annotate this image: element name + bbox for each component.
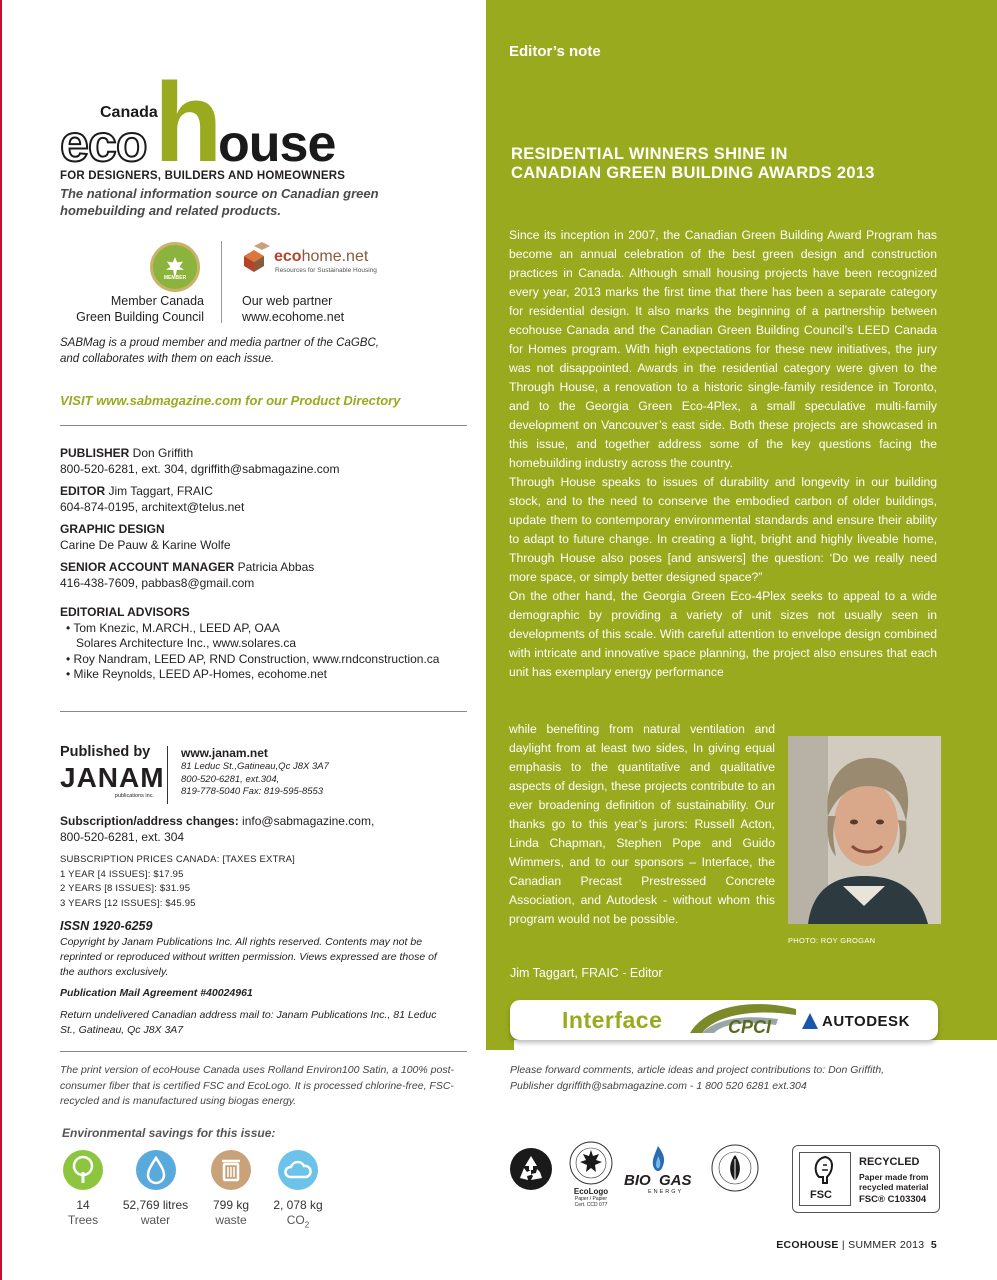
advisors-cap: EDITORIAL ADVISORS xyxy=(60,605,190,619)
janam-wordmark: JANAM xyxy=(60,762,165,793)
fsc-tree-icon xyxy=(807,1155,843,1185)
maple-leaf-icon xyxy=(166,257,184,275)
cpci-logo xyxy=(688,1003,798,1037)
sam-contact: 416-438-7609, pabbas8@gmail.com xyxy=(60,575,255,590)
article-body-wrap xyxy=(509,720,775,929)
product-directory-link[interactable]: VISIT www.sabmagazine.com for our Product Directory xyxy=(60,393,401,408)
price-row: 3 YEARS [12 ISSUES]: $45.95 xyxy=(60,897,196,909)
web-partner-label xyxy=(242,293,344,325)
paragraph: On the other hand, the Georgia Green Eco-4Plex seeks to appeal to a wide demographic by providing a variety of unit sizes not usually seen in developments of this scale. With careful attention to envelope design combined with intricate and innovative space planning, the project also ensures that each unit has exemplary energy performance xyxy=(509,589,937,679)
autodesk-logo xyxy=(802,1013,910,1030)
publisher-cap: PUBLISHER xyxy=(60,446,130,460)
ecologo-sub: Paper / Papier xyxy=(575,1196,607,1202)
subscription-email: info@sabmagazine.com, xyxy=(238,814,375,828)
section-title: Editor’s note xyxy=(509,43,601,60)
photo-credit: PHOTO: ROY GROGAN xyxy=(788,936,876,945)
forward-comments-note: Please forward comments, article ideas and project contributions to: Don Griffith, Publisher dgriffith@sabmagazine.com - 1 800 520 6281 ext.304 xyxy=(510,1064,885,1092)
return-address: Return undelivered Canadian address mail to: Janam Publications Inc., 81 Leduc St., Gatineau, Qc J8X 3A7 xyxy=(60,1009,437,1036)
editorial-advisors xyxy=(60,605,470,683)
publisher-divider xyxy=(167,746,168,804)
ecologo-certification xyxy=(566,1140,616,1208)
design-names: Carine De Pauw & Karine Wolfe xyxy=(60,537,231,552)
trash-can-icon xyxy=(211,1150,251,1190)
editor-contact: 604-874-0195, architext@telus.net xyxy=(60,499,245,514)
folio-issue: SUMMER 2013 xyxy=(848,1239,925,1251)
partner-url-link[interactable]: www.ecohome.net xyxy=(242,310,345,324)
prices-cap: SUBSCRIPTION PRICES CANADA: xyxy=(60,854,220,865)
env-label-co: CO xyxy=(286,1213,305,1227)
subscription-prices xyxy=(60,853,295,911)
ecologo-icon xyxy=(568,1140,614,1186)
biogas-sub: ENERGY xyxy=(648,1189,684,1195)
env-value: 799 kg xyxy=(212,1198,250,1212)
address-line: 81 Leduc St.,Gatineau,Qc J8X 3A7 xyxy=(181,761,329,772)
recycle-logo-icon xyxy=(510,1148,552,1190)
copyright-note: Copyright by Janam Publications Inc. All rights reserved. Contents may not be reprinted or reproduced without written permission. Views expressed are those of the authors exclusively. xyxy=(60,936,437,978)
subscription-cap: Subscription/address changes: xyxy=(60,814,239,828)
print-paper-note: The print version of ecoHouse Canada uses Rolland Environ100 Satin, a 100% post-consumer fiber that is certified FSC and EcoLogo. It is processed chlorine-free, FSC-recycled and is manufactured using biogas energy. xyxy=(60,1064,454,1107)
made-line: Paper made from xyxy=(859,1172,929,1182)
design-cap: GRAPHIC DESIGN xyxy=(60,522,165,536)
published-by: Published by xyxy=(60,744,151,760)
logo-canada: Canada xyxy=(100,104,158,121)
masthead-credits xyxy=(60,446,470,690)
env-savings-co2 xyxy=(258,1150,338,1229)
ecologo-text: EcoLogo xyxy=(573,1187,609,1196)
tagline-italic: The national information source on Canadian green homebuilding and related products. xyxy=(60,186,379,218)
paragraph: Through House speaks to issues of durability and longevity in our building stock, and to the need to conserve the embodied carbon of older buildings, update them to contemporary environmental standards and ensure their ability to adapt to future change. In creating a light, bright and highly liveable home, Through House also poses [and answers] the question: ‘Do we really need more space, or simply better designed space?” xyxy=(509,475,937,584)
chlorine-free-seal-icon xyxy=(710,1143,760,1193)
biogas-logo xyxy=(624,1146,704,1196)
autodesk-text: AUTODESK xyxy=(822,1013,910,1030)
price-row: 2 YEARS [8 ISSUES]: $31.95 xyxy=(60,883,191,894)
editor-portrait-photo xyxy=(788,736,941,924)
env-label: waste xyxy=(215,1213,247,1227)
fsc-code: FSC® C103304 xyxy=(859,1194,927,1205)
publisher-address xyxy=(181,746,329,799)
headline-line1: RESIDENTIAL WINNERS SHINE IN xyxy=(511,145,788,163)
subscription-changes xyxy=(60,814,460,845)
advisors-list xyxy=(60,621,470,683)
seal-member-text: MEMBER xyxy=(163,275,187,281)
logo-letter-h: h xyxy=(154,60,223,185)
address-line: 800-520-6281, ext.304, xyxy=(181,773,280,785)
sam-cap: SENIOR ACCOUNT MANAGER xyxy=(60,560,235,574)
tree-icon xyxy=(63,1150,103,1190)
cagbc-member-seal-icon xyxy=(150,242,200,292)
page-folio xyxy=(776,1239,937,1251)
editor-credit xyxy=(60,484,470,515)
fsc-recycled-certification xyxy=(792,1145,940,1213)
fsc-text: FSC xyxy=(810,1189,832,1201)
logo-ouse: ouse xyxy=(218,115,336,173)
ecohome-name-rest: home.net xyxy=(301,248,369,265)
account-manager-credit xyxy=(60,560,470,591)
environmental-savings-heading: Environmental savings for this issue: xyxy=(62,1126,276,1140)
design-credit xyxy=(60,522,470,553)
publisher-name: Don Griffith xyxy=(129,446,194,460)
made-line: recycled material xyxy=(859,1182,929,1192)
water-drop-icon xyxy=(136,1150,176,1190)
folio-separator: | xyxy=(838,1239,849,1251)
cpci-text: CPCI xyxy=(728,1017,772,1037)
folio-page-number: 5 xyxy=(930,1239,937,1251)
flame-icon xyxy=(648,1146,668,1174)
biogas-text-gas: GAS xyxy=(659,1172,692,1189)
page-edge-line xyxy=(0,0,2,1280)
price-row: 1 YEAR [4 ISSUES]: $17.95 xyxy=(60,868,184,880)
divider-rule xyxy=(60,711,467,712)
prices-note: [TAXES EXTRA] xyxy=(219,854,296,865)
paragraph: while benefiting from natural ventilation and daylight from at least two sides, In giving equal emphasis to the quantitative and qualitative aspects of design, these projects contribute to an ever broadening definition of sustainability. Our thanks go to this year’s jurors: Russell Acton, Linda Chapman, Stephen Pope and Guido Wimmers, and to our sponsors – Interface, the Canadian Precast Prestressed Concrete Association, and Autodesk - without whom this program would not be possible. xyxy=(509,722,775,926)
subscription-phone: 800-520-6281, ext. 304 xyxy=(60,829,185,844)
editor-cap: EDITOR xyxy=(60,484,106,498)
sponsor-banner xyxy=(510,1000,938,1040)
env-label-sub: 2 xyxy=(304,1220,310,1230)
partner-divider xyxy=(221,241,222,323)
logo-eco: eco xyxy=(60,115,147,173)
ecohome-name-eco: eco xyxy=(274,248,302,265)
editor-signoff: Jim Taggart, FRAIC - Editor xyxy=(510,966,663,980)
janam-site-link[interactable]: www.janam.net xyxy=(181,746,268,760)
cagbc-label-line1: Member Canada xyxy=(110,294,204,308)
recycled-made-from xyxy=(859,1172,928,1192)
divider-rule xyxy=(60,425,467,426)
list-item: Solares Architecture Inc., www.solares.ca xyxy=(66,636,297,650)
list-item: • Mike Reynolds, LEED AP-Homes, ecohome.net xyxy=(66,667,327,681)
sabmag-member-note: SABMag is a proud member and media partner of the CaGBC, and collaborates with them on each issue. xyxy=(60,337,379,365)
env-value: 2, 078 kg xyxy=(273,1198,323,1212)
ecohome-name xyxy=(274,248,368,266)
env-savings-water xyxy=(108,1150,203,1227)
env-value: 14 xyxy=(76,1198,90,1212)
janam-sub: publications inc. xyxy=(114,793,154,799)
ecohome-logo xyxy=(240,242,380,282)
cagbc-member-label xyxy=(60,293,204,325)
env-value: 52,769 litres xyxy=(122,1198,189,1212)
interface-logo: Interface xyxy=(562,1007,663,1033)
publisher-contact: 800-520-6281, ext. 304, dgriffith@sabmagazine.com xyxy=(60,461,340,476)
issn: ISSN 1920-6259 xyxy=(60,919,153,933)
cagbc-label-line2: Green Building Council xyxy=(76,310,204,324)
ecologo-sub: Cert. CCD 077 xyxy=(574,1202,608,1208)
editor-name: Jim Taggart, FRAIC xyxy=(105,484,213,498)
env-label: Trees xyxy=(67,1213,99,1227)
biogas-text-bio: BIO xyxy=(624,1172,651,1189)
publication-mail-agreement: Publication Mail Agreement #40024961 xyxy=(60,987,253,999)
article-headline xyxy=(511,145,951,183)
paragraph: Since its inception in 2007, the Canadian Green Building Award Program has become an annual celebration of the best green design and construction practices in Canada. Although small housing projects have been recognized every year, 2013 marks the first time that there has been a separate category for residential design. It also marks the beginning of a partnership between ecohouse Canada and the Canadian Green Building Council’s LEED Canada for Homes program. With high expectations for these new initiatives, the jury was not disappointed. Awards in the residential category were given to the Through House, a renovation to a historic single-family residence in Toronto, and to the Georgia Green Eco-4Plex, a small speculative multi-family development on Vancouver’s east side. Both these projects are showcased in this issue, and together address some of the key questions facing the homebuilding industry across the country. xyxy=(509,228,937,470)
env-label: water xyxy=(140,1213,171,1227)
autodesk-triangle-icon xyxy=(802,1013,818,1029)
list-item: • Roy Nandram, LEED AP, RND Construction, www.rndconstruction.ca xyxy=(66,651,440,666)
publisher-credit xyxy=(60,446,470,477)
ecohome-cubes-icon xyxy=(240,242,272,274)
tagline-caps: FOR DESIGNERS, BUILDERS AND HOMEOWNERS xyxy=(60,170,346,182)
ecohome-subtitle: Resources for Sustainable Housing xyxy=(275,267,377,274)
fsc-logo-frame xyxy=(799,1152,851,1206)
divider-rule xyxy=(60,1051,467,1052)
headline-line2: CANADIAN GREEN BUILDING AWARDS 2013 xyxy=(511,164,875,182)
env-label xyxy=(258,1213,338,1229)
sam-name: Patricia Abbas xyxy=(234,560,315,574)
janam-logo xyxy=(60,762,165,800)
folio-magazine: ECOHOUSE xyxy=(776,1239,839,1251)
partner-label-line1: Our web partner xyxy=(242,294,333,308)
address-line: 819-778-5040 Fax: 819-595-8553 xyxy=(181,786,324,797)
article-body xyxy=(509,226,937,682)
recycled-label: RECYCLED xyxy=(859,1156,920,1168)
list-item: • Tom Knezic, M.ARCH., LEED AP, OAA xyxy=(66,620,280,635)
cloud-icon xyxy=(278,1150,318,1190)
